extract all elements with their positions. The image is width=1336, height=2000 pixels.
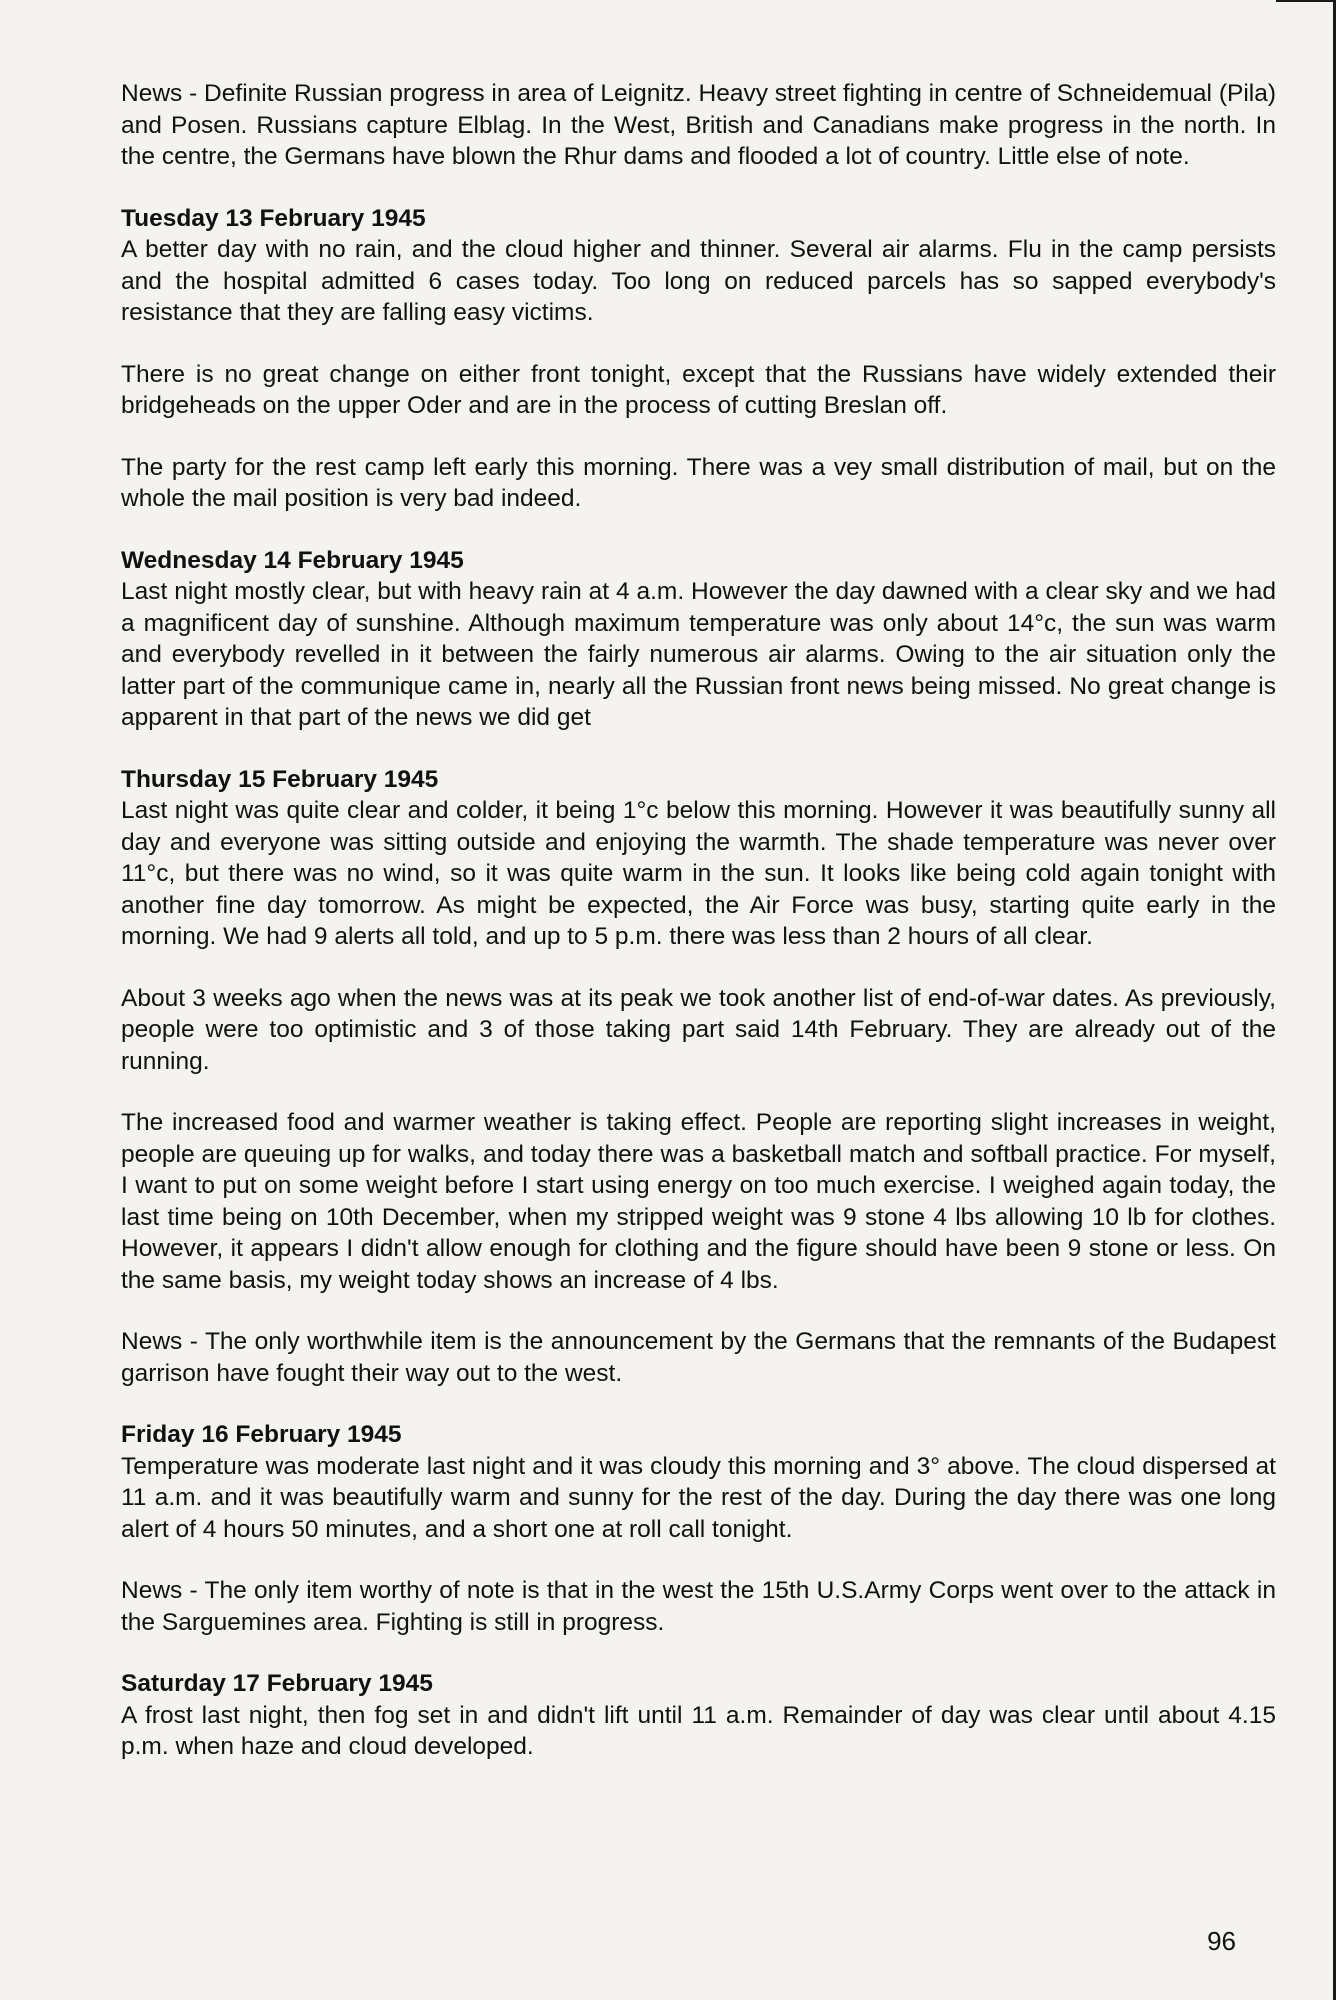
entry-paragraph: There is no great change on either front tonight, except that the Russians have widely extended their bridgeheads on the upper Oder and are in the process of cutting Breslan off. <box>121 360 1276 419</box>
entry-paragraph: News - The only worthwhile item is the announcement by the Germans that the remnants of the Budapest garrison have fought their way out to the west. <box>121 1328 1276 1387</box>
entry-paragraph: The party for the rest camp left early this morning. There was a vey small distribution of mail, but on the whole the mail position is very bad indeed. <box>121 453 1276 512</box>
entry-heading: Friday 16 February 1945 <box>121 1421 402 1448</box>
page-number: 96 <box>1207 1926 1236 1956</box>
entry-paragraph: The increased food and warmer weather is taking effect. People are reporting slight increases in weight, people are queuing up for walks, and today there was a basketball match and softball practice. For myself, I want to put on some weight before I start using energy on too much exercise. I weighed again today, the last time being on 10th December, when my stripped weight was 9 stone 4 lbs allowing 10 lb for clothes. However, it appears I didn't allow enough for clothing and the figure should have been 9 stone or less. On the same basis, my weight today shows an increase of 4 lbs. <box>121 1109 1276 1294</box>
entry-heading: Saturday 17 February 1945 <box>121 1670 433 1697</box>
intro-news-paragraph: News - Definite Russian progress in area of Leignitz. Heavy street fighting in centre of Schneidemual (Pila) and Posen. Russians capture Elblag. In the West, British and Canadians make progress in the north. In the centre, the Germans have blown the Rhur dams and flooded a lot of country. Little else of note. <box>121 80 1276 170</box>
entry-paragraph: Last night was quite clear and colder, it being 1°c below this morning. However it was beautifully sunny all day and everyone was sitting outside and enjoying the warmth. The shade temperature was never over 11°c, but there was no wind, so it was quite warm in the sun. It looks like being cold again tonight with another fine day tomorrow. As might be expected, the Air Force was busy, starting quite early in the morning. We had 9 alerts all told, and up to 5 p.m. there was less than 2 hours of all clear. <box>121 797 1276 950</box>
document-body <box>121 78 1276 1793</box>
diary-entry-friday-16-february <box>121 1419 1276 1638</box>
entry-heading: Tuesday 13 February 1945 <box>121 204 426 232</box>
entry-paragraph: About 3 weeks ago when the news was at its peak we took another list of end-of-war dates. As previously, people were too optimistic and 3 of those taking part said 14th February. They are already out of the running. <box>121 984 1276 1075</box>
entry-paragraph: A better day with no rain, and the cloud higher and thinner. Several air alarms. Flu in the camp persists and the hospital admitted 6 cases today. Too long on reduced parcels has so sapped everybody's resistance that they are falling easy victims. <box>121 236 1276 326</box>
diary-entry-saturday-17-february <box>121 1668 1276 1763</box>
entry-heading: Wednesday 14 February 1945 <box>121 546 464 574</box>
entry-heading: Thursday 15 February 1945 <box>121 765 439 793</box>
entry-paragraph: News - The only item worthy of note is that in the west the 15th U.S.Army Corps went over to the attack in the Sarguemines area. Fighting is still in progress. <box>121 1577 1276 1636</box>
entry-paragraph: A frost last night, then fog set in and didn't lift until 11 a.m. Remainder of day was clear until about 4.15 p.m. when haze and cloud developed. <box>121 1701 1276 1760</box>
page-top-edge <box>1276 0 1336 2</box>
diary-entry-tuesday-13-february <box>121 203 1276 515</box>
entry-paragraph: Last night mostly clear, but with heavy rain at 4 a.m. However the day dawned with a clear sky and we had a magnificent day of sunshine. Although maximum temperature was only about 14°c, the sun was warm and everybody revelled in it between the fairly numerous air alarms. Owing to the air situation only the latter part of the communique came in, nearly all the Russian front news being missed. No great change is apparent in that part of the news we did get <box>121 578 1276 731</box>
diary-entry-thursday-15-february <box>121 764 1276 1390</box>
entry-paragraph: Temperature was moderate last night and it was cloudy this morning and 3° above. The cloud dispersed at 11 a.m. and it was beautifully warm and sunny for the rest of the day. During the day there was one long alert of 4 hours 50 minutes, and a short one at roll call tonight. <box>121 1452 1276 1543</box>
diary-entry-wednesday-14-february <box>121 545 1276 734</box>
